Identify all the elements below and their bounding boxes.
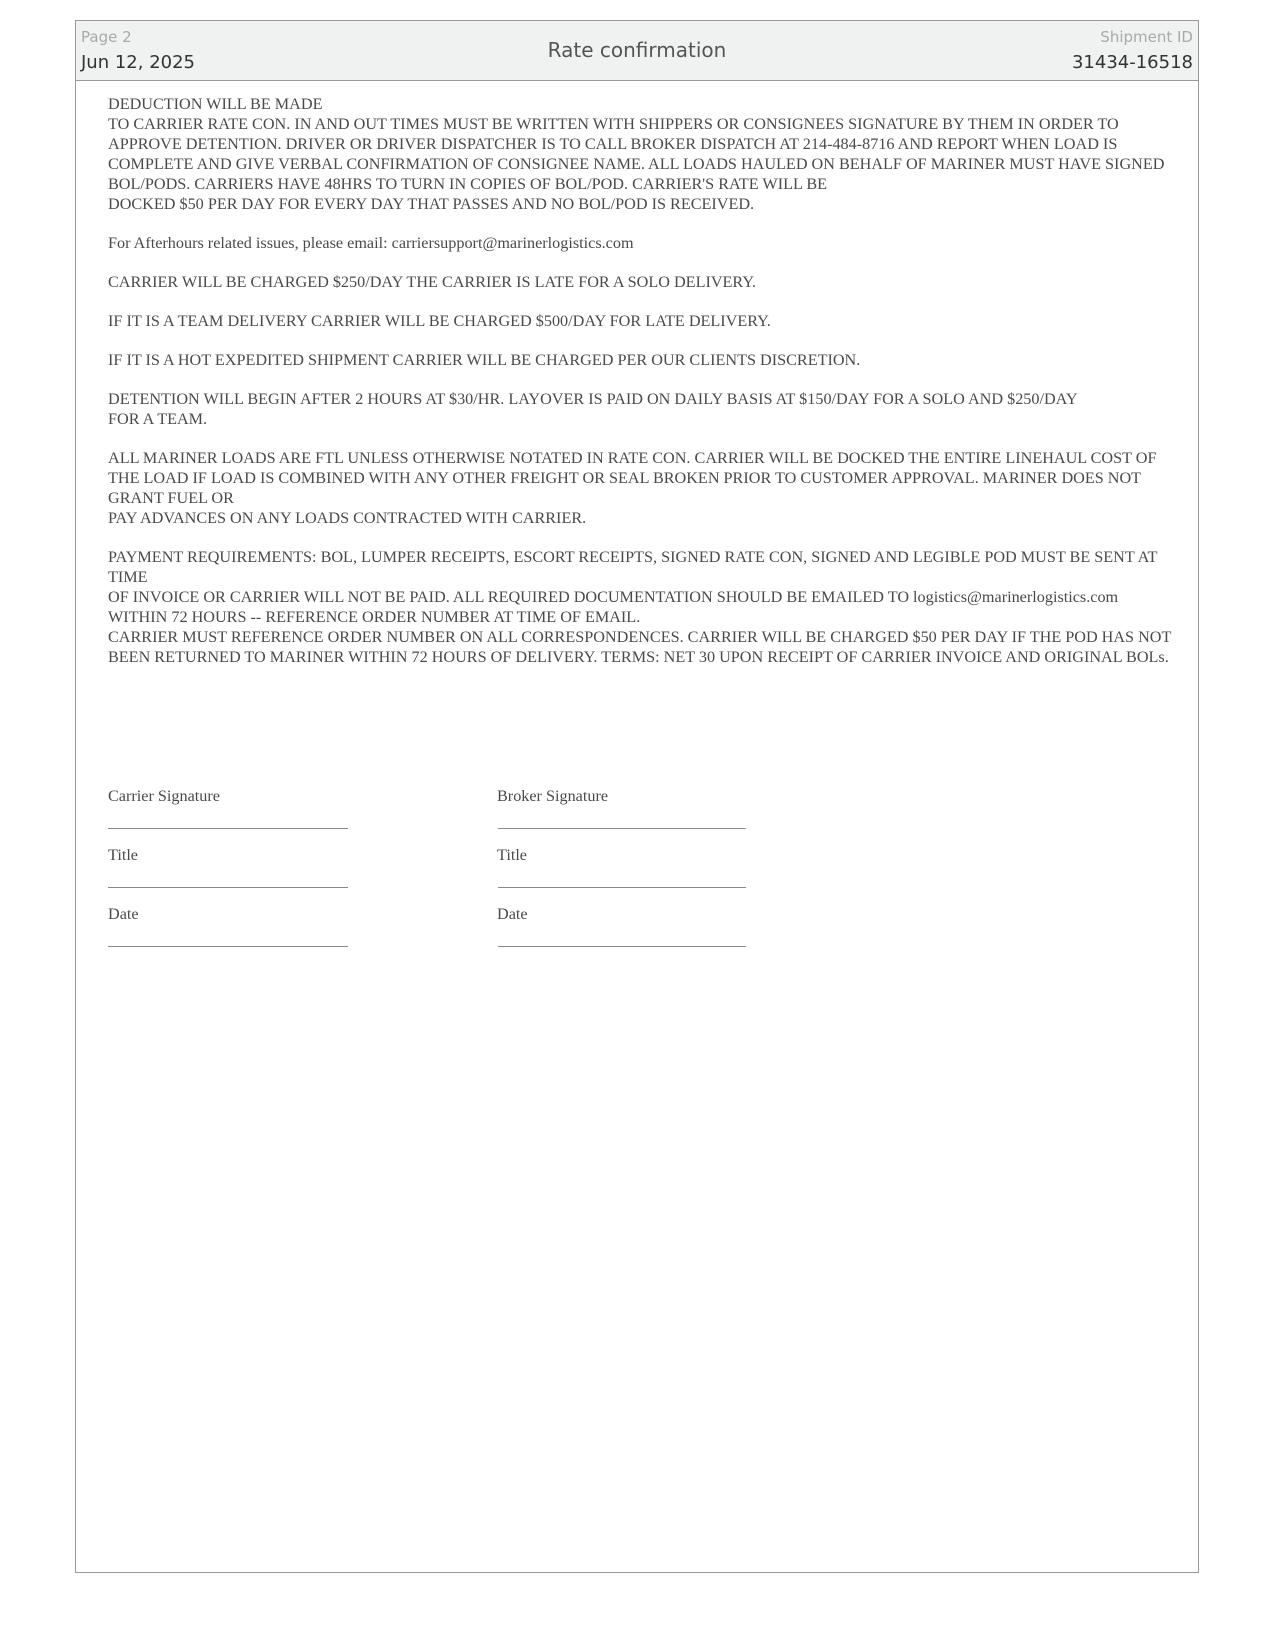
document-page xyxy=(75,20,1199,1573)
broker-title-label: Title xyxy=(497,846,527,864)
terms-paragraph-team-late: IF IT IS A TEAM DELIVERY CARRIER WILL BE CHARGED $500/DAY FOR LATE DELIVERY. xyxy=(108,312,771,330)
shipment-id-label: Shipment ID xyxy=(1100,28,1193,46)
terms-paragraph-expedited: IF IT IS A HOT EXPEDITED SHIPMENT CARRIER WILL BE CHARGED PER OUR CLIENTS DISCRETION. xyxy=(108,351,861,369)
carrier-signature-line[interactable] xyxy=(108,828,348,829)
document-date: Jun 12, 2025 xyxy=(81,52,196,73)
broker-title-line[interactable] xyxy=(498,887,746,888)
broker-date-line[interactable] xyxy=(498,946,746,947)
terms-paragraph-ftl: ALL MARINER LOADS ARE FTL UNLESS OTHERWISE NOTATED IN RATE CON. CARRIER WILL BE DOCKED THE ENTIRE LINEHAUL COST OF THE LOAD IF LOAD IS COMBINED WITH ANY OTHER FREIGHT OR SEAL BROKEN PRIOR TO CUSTOMER APPROVAL. MARINER DOES NOT GRANT FUEL OR PAY ADVANCES ON ANY LOADS CONTRACTED WITH CARRIER. xyxy=(108,449,1157,527)
terms-paragraph-payment: PAYMENT REQUIREMENTS: BOL, LUMPER RECEIPTS, ESCORT RECEIPTS, SIGNED RATE CON, SIGNED AND LEGIBLE POD MUST BE SENT AT TIME OF INVOICE OR CARRIER WILL NOT BE PAID. ALL REQUIRED DOCUMENTATION SHOULD BE EMAILED TO logistics@marinerlogistics.com WITHIN 72 HOURS -- REFERENCE ORDER NUMBER AT TIME OF EMAIL. CARRIER MUST REFERENCE ORDER NUMBER ON ALL CORRESPONDENCES. CARRIER WILL BE CHARGED $50 PER DAY IF THE POD HAS NOT BEEN RETURNED TO MARINER WITHIN 72 HOURS OF DELIVERY. TERMS: NET 30 UPON RECEIPT OF CARRIER INVOICE AND ORIGINAL BOLs. xyxy=(108,548,1172,666)
terms-paragraph-detention: DETENTION WILL BEGIN AFTER 2 HOURS AT $30/HR. LAYOVER IS PAID ON DAILY BASIS AT $150/DAY FOR A SOLO AND $250/DAY FOR A TEAM. xyxy=(108,390,1078,428)
page-header xyxy=(76,21,1198,81)
carrier-date-line[interactable] xyxy=(108,946,348,947)
terms-paragraph-afterhours: For Afterhours related issues, please email: carriersupport@marinerlogistics.com xyxy=(108,234,634,252)
carrier-title-label: Title xyxy=(108,846,138,864)
carrier-signature-label: Carrier Signature xyxy=(108,787,220,805)
terms-paragraph-solo-late: CARRIER WILL BE CHARGED $250/DAY THE CARRIER IS LATE FOR A SOLO DELIVERY. xyxy=(108,273,756,291)
carrier-title-line[interactable] xyxy=(108,887,348,888)
page-number-label: Page 2 xyxy=(81,28,132,46)
terms-paragraph-deductions: DEDUCTION WILL BE MADE TO CARRIER RATE CON. IN AND OUT TIMES MUST BE WRITTEN WITH SHIPPERS OR CONSIGNEES SIGNATURE BY THEM IN ORDER TO APPROVE DETENTION. DRIVER OR DRIVER DISPATCHER IS TO CALL BROKER DISPATCH AT 214-484-8716 AND REPORT WHEN LOAD IS COMPLETE AND GIVE VERBAL CONFIRMATION OF CONSIGNEE NAME. ALL LOADS HAULED ON BEHALF OF MARINER MUST HAVE SIGNED BOL/PODS. CARRIERS HAVE 48HRS TO TURN IN COPIES OF BOL/POD. CARRIER'S RATE WILL BE DOCKED $50 PER DAY FOR EVERY DAY THAT PASSES AND NO BOL/POD IS RECEIVED. xyxy=(108,95,1165,213)
broker-signature-line[interactable] xyxy=(498,828,746,829)
terms-body xyxy=(108,94,1178,686)
document-title: Rate confirmation xyxy=(547,38,727,62)
shipment-id-value: 31434-16518 xyxy=(1071,52,1193,73)
carrier-date-label: Date xyxy=(108,905,139,923)
broker-date-label: Date xyxy=(497,905,528,923)
broker-signature-label: Broker Signature xyxy=(497,787,609,805)
